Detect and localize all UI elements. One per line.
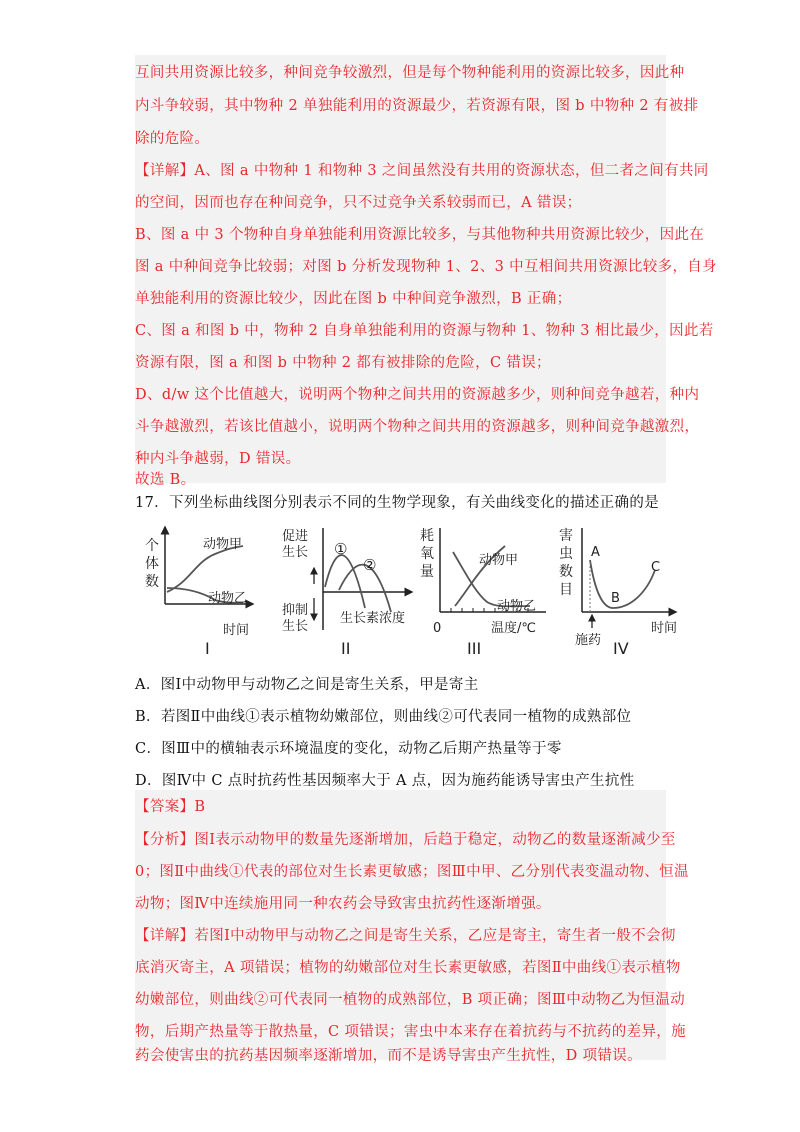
detail-line: 的空间，因而也存在种间竞争，只不过竞争关系较弱而已，A 错误； <box>135 195 582 211</box>
g4-ylabel-1: 害 <box>559 528 573 544</box>
g2-bottom-label-2: 生长 <box>282 619 309 634</box>
detail-text: 若图Ⅰ中动物甲与动物乙之间是寄生关系，乙应是寄主，寄生者一般不会彻 <box>194 928 676 944</box>
detail-line: 底消灭寄主，A 项错误；植物的幼嫩部位对生长素更敏感，若图Ⅱ中曲线①表示植物 <box>135 960 681 976</box>
g1-ylabel-3: 数 <box>145 574 159 590</box>
g1-xlabel: 时间 <box>223 623 250 638</box>
g2-curve-1 <box>325 555 365 608</box>
question-figure <box>135 522 695 660</box>
g4-drug-label: 施药 <box>575 633 602 648</box>
g4-point-a: A <box>591 545 600 560</box>
g1-curve-a <box>167 546 243 592</box>
option-d: D．图Ⅳ中 C 点时抗药性基因频率大于 A 点，因为施药能诱导害虫产生抗性 <box>135 773 635 789</box>
g2-top-label-1: 促进 <box>282 529 309 544</box>
g1-ylabel-1: 个 <box>145 538 159 554</box>
g3-roman: III <box>467 639 482 658</box>
g2-roman: II <box>341 639 351 658</box>
detail-line: B、图 a 中 3 个物种自身单独能利用资源比较多，与其他物种共用资源比较少，因此在 <box>135 227 705 243</box>
g3-origin: 0 <box>433 621 442 636</box>
question-stem: 17．下列坐标曲线图分别表示不同的生物学现象，有关曲线变化的描述正确的是 <box>135 495 660 511</box>
g3-ylabel-1: 耗 <box>420 528 434 544</box>
detail-line: 种内斗争越弱，D 错误。 <box>135 451 301 467</box>
graph-1 <box>145 527 253 658</box>
option-b: B．若图Ⅱ中曲线①表示植物幼嫩部位，则曲线②可代表同一植物的成熟部位 <box>135 709 632 725</box>
graph-2 <box>282 528 412 658</box>
detail-tag: 【详解】 <box>135 163 195 179</box>
answer-value: B <box>194 799 206 815</box>
detail-line: 幼嫩部位，则曲线②可代表同一植物的成熟部位，B 项正确；图Ⅲ中动物乙为恒温动 <box>135 992 686 1008</box>
g2-label-2: ② <box>363 556 377 574</box>
analysis-line: 0；图Ⅱ中曲线①代表的部位对生长素更敏感；图Ⅲ中甲、乙分别代表变温动物、恒温 <box>135 864 689 880</box>
option-c: C．图Ⅲ中的横轴表示环境温度的变化，动物乙后期产热量等于零 <box>135 741 562 757</box>
detail-line: 斗争越激烈，若该比值越小，说明两个物种之间共用的资源越多，则种间竞争越激烈， <box>135 419 700 435</box>
g4-point-b: B <box>611 591 620 606</box>
g3-label-b: 动物乙 <box>497 599 537 614</box>
g3-ylabel-2: 氧 <box>420 546 434 562</box>
g3-ylabel-3: 量 <box>420 564 434 580</box>
answer-tag: 【答案】 <box>135 799 195 815</box>
analysis-text: 图Ⅰ表示动物甲的数量先逐渐增加，后趋于稳定，动物乙的数量逐渐减少至 <box>194 832 676 848</box>
detail-line: 图 a 中种间竞争比较弱；对图 b 分析发现物种 1、2、3 中互相间共用资源比较多，自身 <box>135 259 718 275</box>
g4-ylabel-2: 虫 <box>559 546 573 562</box>
analysis-line: 除的危险。 <box>135 131 210 147</box>
g2-top-label-2: 生长 <box>282 545 309 560</box>
answer-line <box>135 797 205 817</box>
graph-4 <box>559 528 677 658</box>
detail-tag: 【详解】 <box>135 928 195 944</box>
graph-3 <box>420 527 546 658</box>
g4-point-c: C <box>651 560 661 575</box>
g1-label-b: 动物乙 <box>208 591 248 606</box>
g1-label-a: 动物甲 <box>203 537 243 552</box>
detail-line <box>135 926 676 946</box>
g4-roman: IV <box>613 639 629 658</box>
analysis-line: 内斗争较弱，其中物种 2 单独能利用的资源最少，若资源有限，图 b 中物种 2 有被排 <box>135 98 699 114</box>
option-a: A．图Ⅰ中动物甲与动物乙之间是寄生关系，甲是寄主 <box>135 677 479 693</box>
g4-xlabel: 时间 <box>651 621 678 636</box>
analysis-line: 互间共用资源比较多，种间竞争较激烈，但是每个物种能利用的资源比较多，因此种 <box>135 65 685 81</box>
g4-curve <box>590 560 655 608</box>
g4-ylabel-4: 目 <box>559 582 573 598</box>
g1-ylabel-2: 体 <box>145 556 159 572</box>
analysis-line: 动物；图Ⅳ中连续施用同一种农药会导致害虫抗药性逐渐增强。 <box>135 896 551 912</box>
detail-line: C、图 a 和图 b 中，物种 2 自身单独能利用的资源与物种 1、物种 3 相比最少，因此若 <box>135 323 714 339</box>
detail-line: D、d/w 这个比值越大，说明两个物种之间共用的资源越多少，则种间竞争越若，种内 <box>135 387 700 403</box>
detail-line <box>135 161 709 181</box>
g2-label-1: ① <box>334 540 348 558</box>
g2-xlabel: 生长素浓度 <box>340 611 406 626</box>
detail-text: A、图 a 中物种 1 和物种 3 之间虽然没有共用的资源状态，但二者之间有共同 <box>194 163 709 179</box>
detail-line: 物，后期产热量等于散热量，C 项错误；害虫中本来存在着抗药与不抗药的差异，施 <box>135 1024 686 1040</box>
analysis-tag: 【分析】 <box>135 832 195 848</box>
g3-label-a: 动物甲 <box>479 553 519 568</box>
g2-bottom-label-1: 抑制 <box>282 603 309 618</box>
g4-ylabel-3: 数 <box>559 564 573 580</box>
detail-line: 药会使害虫的抗药基因频率逐渐增加，而不是诱导害虫产生抗性，D 项错误。 <box>135 1048 642 1064</box>
detail-line: 资源有限，图 a 和图 b 中物种 2 都有被排除的危险，C 错误； <box>135 355 551 371</box>
detail-line: 单独能利用的资源比较少，因此在图 b 中种间竞争激烈，B 正确； <box>135 291 572 307</box>
g3-xlabel: 温度/℃ <box>491 621 536 636</box>
analysis-line <box>135 830 676 850</box>
conclusion-line: 故选 B。 <box>135 472 196 488</box>
g1-roman: I <box>205 639 210 658</box>
